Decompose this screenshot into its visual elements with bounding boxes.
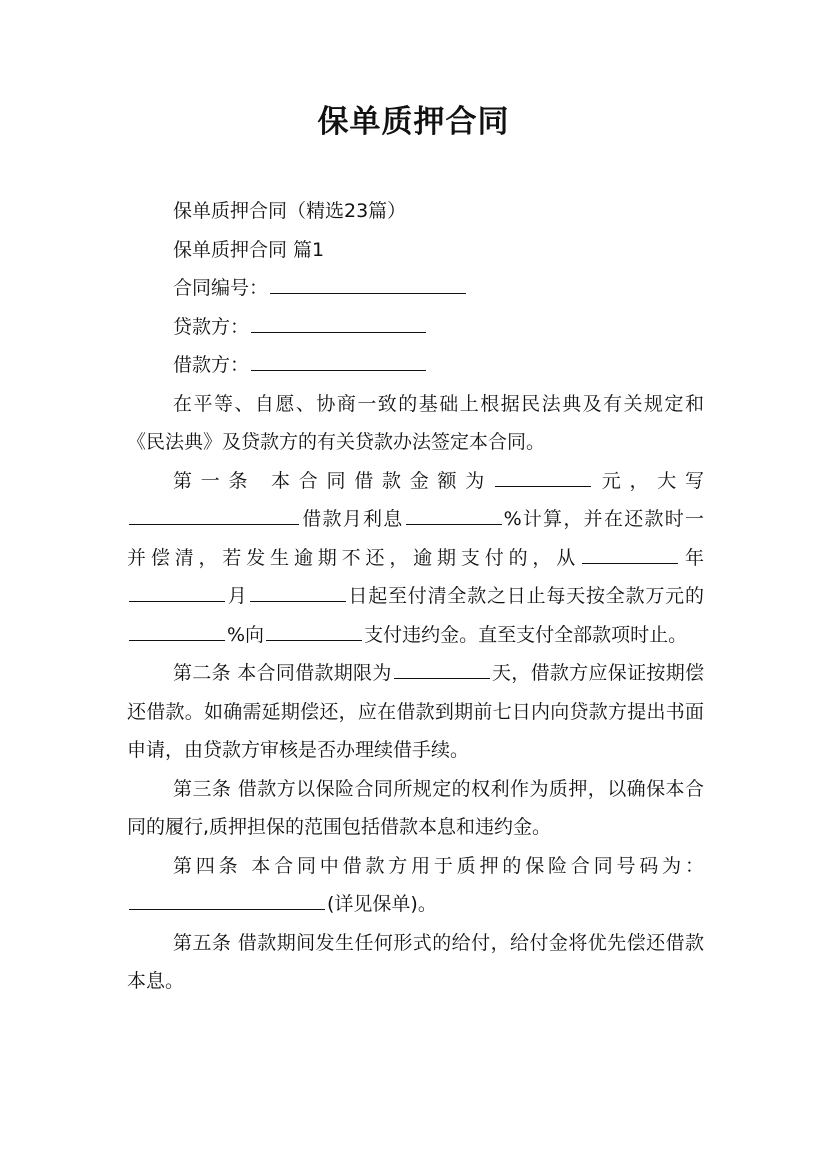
preamble-paragraph: 在平等、自愿、协商一致的基础上根据民法典及有关规定和《民法典》及贷款方的有关贷款办法签定本合同。 [127, 392, 704, 453]
section-heading: 保单质押合同 篇1 [173, 238, 325, 261]
article-1-text-i: 支付违约金。直至支付全部款项时止。 [364, 623, 688, 646]
article-1-text-d: %计算，并在还款时一并偿清，若发生逾期不还，逾期支付的，从 [127, 508, 704, 569]
monthly-interest-blank[interactable] [406, 502, 502, 525]
article-1-text-e: 年 [680, 546, 704, 569]
document-body [127, 192, 704, 1001]
article-1-text-f: 月 [227, 585, 248, 607]
lender-label: 贷款方： [173, 315, 250, 338]
subtitle: 保单质押合同（精选23篇） [173, 200, 407, 222]
day-blank[interactable] [250, 579, 346, 602]
article-4-text-b: (详见保单)。 [327, 893, 437, 915]
year-blank[interactable] [582, 541, 678, 564]
loan-term-blank[interactable] [394, 656, 490, 679]
article-1-text-h: %向 [227, 623, 265, 646]
amount-in-words-blank[interactable] [129, 502, 299, 525]
article-1-text-b: 元，大写 [593, 469, 704, 492]
article-1-text-a: 第一条 本合同借款金额为 [173, 469, 493, 492]
article-3-paragraph: 第三条 借款方以保险合同所规定的权利作为质押，以确保本合同的履行,质押担保的范围包括借款本息和违约金。 [127, 777, 704, 838]
article-1-paragraph [127, 462, 704, 655]
borrower-blank[interactable] [251, 348, 426, 371]
lender-blank[interactable] [251, 310, 426, 333]
contract-no-blank[interactable] [270, 271, 466, 294]
document-title: 保单质押合同 [317, 104, 510, 140]
article-2-text-b: 天，借款方应保证按期偿还借款。如确需延期偿还，应在借款到期前七日内向贷款方提出书面申请，由贷款方审核是否办理续借手续。 [127, 662, 704, 761]
policy-number-blank[interactable] [129, 887, 325, 910]
penalty-rate-blank[interactable] [129, 618, 225, 641]
penalty-payee-blank[interactable] [266, 618, 362, 641]
article-2-text-a: 第二条 本合同借款期限为 [173, 662, 392, 684]
lender-field [127, 308, 704, 347]
month-blank[interactable] [129, 579, 225, 602]
article-5-paragraph: 第五条 借款期间发生任何形式的给付，给付金将优先偿还借款本息。 [127, 931, 704, 992]
loan-amount-blank[interactable] [495, 464, 591, 487]
article-2-paragraph [127, 654, 704, 770]
article-4-text-a: 第四条 本合同中借款方用于质押的保险合同号码为： [173, 854, 704, 877]
borrower-label: 借款方： [173, 354, 250, 376]
article-4-paragraph [127, 847, 704, 924]
article-1-text-g: 日起至付清全款之日止每天按全款万元的 [347, 585, 704, 607]
article-1-text-c: 借款月利息 [301, 508, 404, 530]
contract-no-field [127, 269, 704, 308]
borrower-field [127, 346, 704, 385]
contract-no-label: 合同编号： [173, 277, 269, 299]
